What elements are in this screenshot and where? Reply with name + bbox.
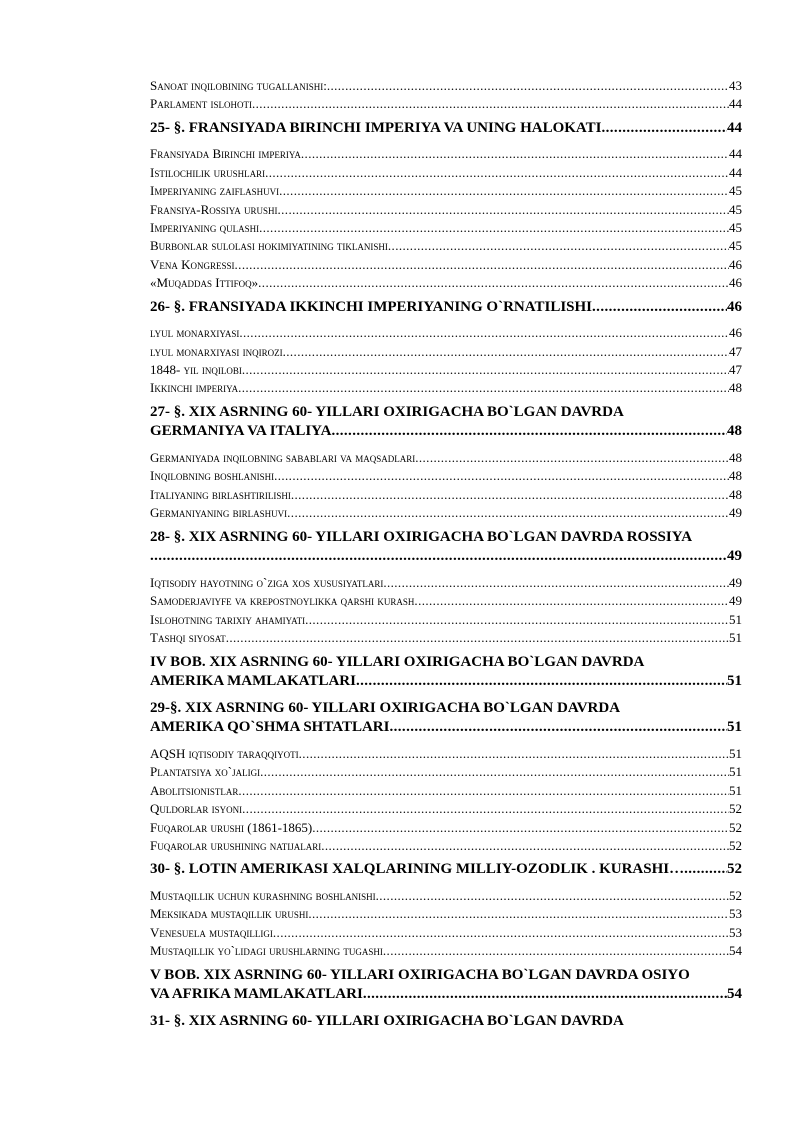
dot-leader <box>312 819 729 837</box>
dot-leader <box>363 985 727 1005</box>
toc-entry-title: Mustaqillik uchun kurashning boshlanishi <box>150 887 376 903</box>
toc-entry[interactable] <box>150 745 742 763</box>
toc-entry-title: Inqilobning boshlanishi <box>150 468 275 484</box>
dot-leader <box>388 237 729 255</box>
toc-entry[interactable] <box>150 905 742 923</box>
dot-leader <box>389 718 727 738</box>
toc-page-number: 51 <box>729 764 742 780</box>
toc-section-heading[interactable] <box>150 119 742 139</box>
toc-entry-title: Iqtisodiy hayotning o`ziga xos xususiyatlari <box>150 574 384 590</box>
toc-entry[interactable] <box>150 343 742 361</box>
toc-entry-title: Italiyaning birlashtirilishi <box>150 486 291 502</box>
toc-section-heading[interactable] <box>150 298 742 318</box>
toc-entry-title: Venesuela mustaqilligi <box>150 924 273 940</box>
dot-leader <box>331 422 727 442</box>
dot-leader <box>601 119 727 139</box>
toc-page-number: 46 <box>729 275 742 291</box>
toc-entry-title: Plantatsiya xo`jaligi <box>150 764 261 780</box>
toc-heading-title: 30- §. LOTIN AMERIKASI XALQLARINING MILLIY-OZODLIK . KURASHI… <box>150 861 685 878</box>
toc-heading-line: IV BOB. XIX ASRNING 60- YILLARI OXIRIGACHA BO`LGAN DAVRDA <box>150 653 645 670</box>
toc-entry[interactable] <box>150 274 742 292</box>
toc-page-number: 52 <box>727 861 742 878</box>
toc-heading-line: 31- §. XIX ASRNING 60- YILLARI OXIRIGACHA BO`LGAN DAVRDA <box>150 1012 624 1029</box>
toc-entry[interactable] <box>150 237 742 255</box>
dot-leader <box>239 324 729 342</box>
toc-heading-title: 25- §. FRANSIYADA BIRINCHI IMPERIYA VA UNING HALOKATI <box>150 119 602 136</box>
dot-leader <box>235 256 729 274</box>
toc-heading-line: 28- §. XIX ASRNING 60- YILLARI OXIRIGACHA BO`LGAN DAVRDA ROSSIYA <box>150 528 693 545</box>
toc-entry[interactable] <box>150 611 742 629</box>
toc-heading-line: GERMANIYA VA ITALIYA <box>150 423 332 440</box>
toc-entry-title: Germaniyada inqilobning sabablari va maqsadlari <box>150 450 416 466</box>
toc-entry[interactable] <box>150 819 742 837</box>
toc-page-number: 44 <box>729 96 742 112</box>
dot-leader <box>684 860 727 880</box>
toc-entry-title: AQSH iqtisodiy taraqqiyoti <box>150 745 299 761</box>
toc-page-number: 49 <box>729 505 742 521</box>
dot-leader <box>278 201 730 219</box>
toc-heading-title: 26- §. FRANSIYADA IKKINCHI IMPERIYANING O`RNATILISHI <box>150 298 593 315</box>
toc-entry[interactable] <box>150 201 742 219</box>
toc-page-number: 44 <box>729 146 742 162</box>
toc-entry[interactable] <box>150 592 742 610</box>
toc-page-number: 54 <box>727 986 742 1003</box>
toc-entry-title: Fuqarolar urushi (1861-1865) <box>150 819 313 835</box>
toc-page-number: 52 <box>729 819 742 835</box>
toc-entry[interactable] <box>150 361 742 379</box>
dot-leader <box>238 782 729 800</box>
toc-entry-title: Germaniyaning birlashuvi <box>150 505 288 521</box>
toc-entry-title: Burbonlar sulolasi hokimiyatining tiklanishi <box>150 238 388 254</box>
toc-entry[interactable] <box>150 837 742 855</box>
toc-entry[interactable] <box>150 256 742 274</box>
toc-entry-title: Ikkinchi imperiya <box>150 380 239 396</box>
toc-entry[interactable] <box>150 763 742 781</box>
toc-heading-line: 27- §. XIX ASRNING 60- YILLARI OXIRIGACHA BO`LGAN DAVRDA <box>150 403 624 420</box>
toc-page-number: 54 <box>729 943 742 959</box>
toc-page-number: 44 <box>727 119 742 136</box>
toc-entry[interactable] <box>150 324 742 342</box>
table-of-contents <box>150 77 742 1031</box>
dot-leader <box>283 343 729 361</box>
toc-page-number: 47 <box>729 362 742 378</box>
toc-entry[interactable] <box>150 182 742 200</box>
toc-page-number: 51 <box>729 782 742 798</box>
toc-entry-title: «Muqaddas Ittifoq» <box>150 275 259 291</box>
toc-entry-title: 1848- yil inqilobi <box>150 362 242 378</box>
toc-entry-title: Quldorlar isyoni <box>150 801 243 817</box>
dot-leader <box>383 942 729 960</box>
dot-leader <box>260 763 729 781</box>
toc-entry-title: Fuqarolar urushining natijalari <box>150 837 322 853</box>
toc-entry[interactable] <box>150 629 742 647</box>
toc-page-number: 48 <box>729 450 742 466</box>
toc-page-number: 43 <box>729 78 742 93</box>
toc-heading-line: AMERIKA MAMLAKATLARI <box>150 673 356 690</box>
toc-entry[interactable] <box>150 574 742 592</box>
toc-section-heading[interactable] <box>150 1012 742 1032</box>
dot-leader <box>592 298 727 318</box>
dot-leader <box>301 145 729 163</box>
toc-entry[interactable] <box>150 95 742 113</box>
toc-page-number: 44 <box>729 164 742 180</box>
toc-page-number: 45 <box>729 201 742 217</box>
toc-page-number: 45 <box>729 183 742 199</box>
toc-section-heading[interactable] <box>150 699 742 738</box>
toc-page-number: 49 <box>729 593 742 609</box>
toc-entry-title: Islohotning tarixiy ahamiyati <box>150 611 306 627</box>
dot-leader <box>376 887 729 905</box>
dot-leader <box>383 574 729 592</box>
toc-page-number: 48 <box>729 380 742 396</box>
toc-entry-title: Mustaqillik yo`lidagi urushlarning tugashi <box>150 943 383 959</box>
toc-heading-line: V BOB. XIX ASRNING 60- YILLARI OXIRIGACHA BO`LGAN DAVRDA OSIYO <box>150 966 690 983</box>
toc-page-number: 53 <box>729 924 742 940</box>
dot-leader <box>279 182 729 200</box>
dot-leader <box>238 379 729 397</box>
toc-page-number: 51 <box>727 673 742 690</box>
toc-page-number: 46 <box>729 325 742 341</box>
toc-page-number: 45 <box>729 238 742 254</box>
toc-entry-title: Samoderjaviyfe va krepostnoylikka qarshi kurash <box>150 593 415 609</box>
dot-leader <box>258 274 729 292</box>
dot-leader <box>252 95 729 113</box>
toc-entry[interactable] <box>150 77 742 95</box>
toc-entry[interactable] <box>150 887 742 905</box>
dot-leader <box>287 504 729 522</box>
dot-leader <box>305 611 729 629</box>
toc-entry-title: Meksikada mustaqillik urushi <box>150 906 309 922</box>
toc-entry-title: Fransiyada Birinchi imperiya <box>150 146 301 162</box>
toc-entry-title: Sanoat inqilobining tugallanishi: <box>150 78 327 93</box>
dot-leader <box>414 592 729 610</box>
toc-heading-line: AMERIKA QO`SHMA SHTATLARI <box>150 719 390 736</box>
toc-heading-line: 29-§. XIX ASRNING 60- YILLARI OXIRIGACHA BO`LGAN DAVRDA <box>150 699 621 716</box>
toc-page-number: 47 <box>729 343 742 359</box>
toc-entry-title: Fransiya-Rossiya urushi <box>150 201 278 217</box>
toc-entry[interactable] <box>150 504 742 522</box>
toc-heading-line: VA AFRIKA MAMLAKATLARI <box>150 986 363 1003</box>
toc-entry[interactable] <box>150 486 742 504</box>
dot-leader <box>308 905 729 923</box>
toc-page-number: 49 <box>729 574 742 590</box>
toc-entry[interactable] <box>150 800 742 818</box>
toc-entry[interactable] <box>150 942 742 960</box>
dot-leader <box>242 800 729 818</box>
toc-chapter-heading[interactable] <box>150 653 742 692</box>
toc-entry-title: Vena Kongressi <box>150 256 235 272</box>
toc-entry[interactable] <box>150 379 742 397</box>
toc-page-number: 53 <box>729 906 742 922</box>
toc-entry[interactable] <box>150 449 742 467</box>
toc-page-number: 45 <box>729 220 742 236</box>
toc-page-number: 48 <box>727 423 742 440</box>
toc-entry-title: lyul monarxiyasi <box>150 325 240 341</box>
dot-leader <box>226 629 729 647</box>
toc-page-number: 51 <box>729 611 742 627</box>
dot-leader <box>291 486 729 504</box>
dot-leader <box>259 219 729 237</box>
toc-page-number: 48 <box>729 468 742 484</box>
dot-leader <box>356 672 727 692</box>
toc-entry[interactable] <box>150 145 742 163</box>
toc-entry[interactable] <box>150 782 742 800</box>
dot-leader <box>273 924 729 942</box>
toc-entry-title: Imperiyaning zaiflashuvi <box>150 183 280 199</box>
toc-entry[interactable] <box>150 467 742 485</box>
toc-entry-title: lyul monarxiyasi inqirozi <box>150 343 283 359</box>
dot-leader <box>150 547 727 567</box>
toc-page-number: 52 <box>729 887 742 903</box>
toc-page-number: 51 <box>729 630 742 646</box>
toc-page-number: 46 <box>727 298 742 315</box>
toc-entry-title: Istilochilik urushlari <box>150 164 266 180</box>
toc-entry[interactable] <box>150 219 742 237</box>
dot-leader <box>415 449 729 467</box>
toc-entry[interactable] <box>150 924 742 942</box>
toc-section-heading[interactable] <box>150 860 742 880</box>
toc-chapter-heading[interactable] <box>150 966 742 1005</box>
toc-entry-title: Abolitsionistlar <box>150 782 239 798</box>
toc-section-heading[interactable] <box>150 403 742 442</box>
dot-leader <box>274 467 729 485</box>
toc-page-number: 51 <box>729 745 742 761</box>
toc-page-number: 49 <box>727 548 742 565</box>
dot-leader <box>321 837 729 855</box>
toc-page-number: 52 <box>729 801 742 817</box>
toc-entry[interactable] <box>150 164 742 182</box>
toc-entry-title: Imperiyaning qulashi <box>150 220 260 236</box>
toc-page-number: 48 <box>729 486 742 502</box>
dot-leader <box>242 361 729 379</box>
toc-page-number: 51 <box>727 719 742 736</box>
dot-leader <box>327 77 729 95</box>
dot-leader <box>265 164 729 182</box>
toc-entry-title: Tashqi siyosat <box>150 630 226 646</box>
toc-page-number: 46 <box>729 256 742 272</box>
toc-page-number: 52 <box>729 837 742 853</box>
toc-entry-title: Parlament islohoti <box>150 96 252 112</box>
toc-section-heading[interactable] <box>150 528 742 567</box>
dot-leader <box>299 745 729 763</box>
